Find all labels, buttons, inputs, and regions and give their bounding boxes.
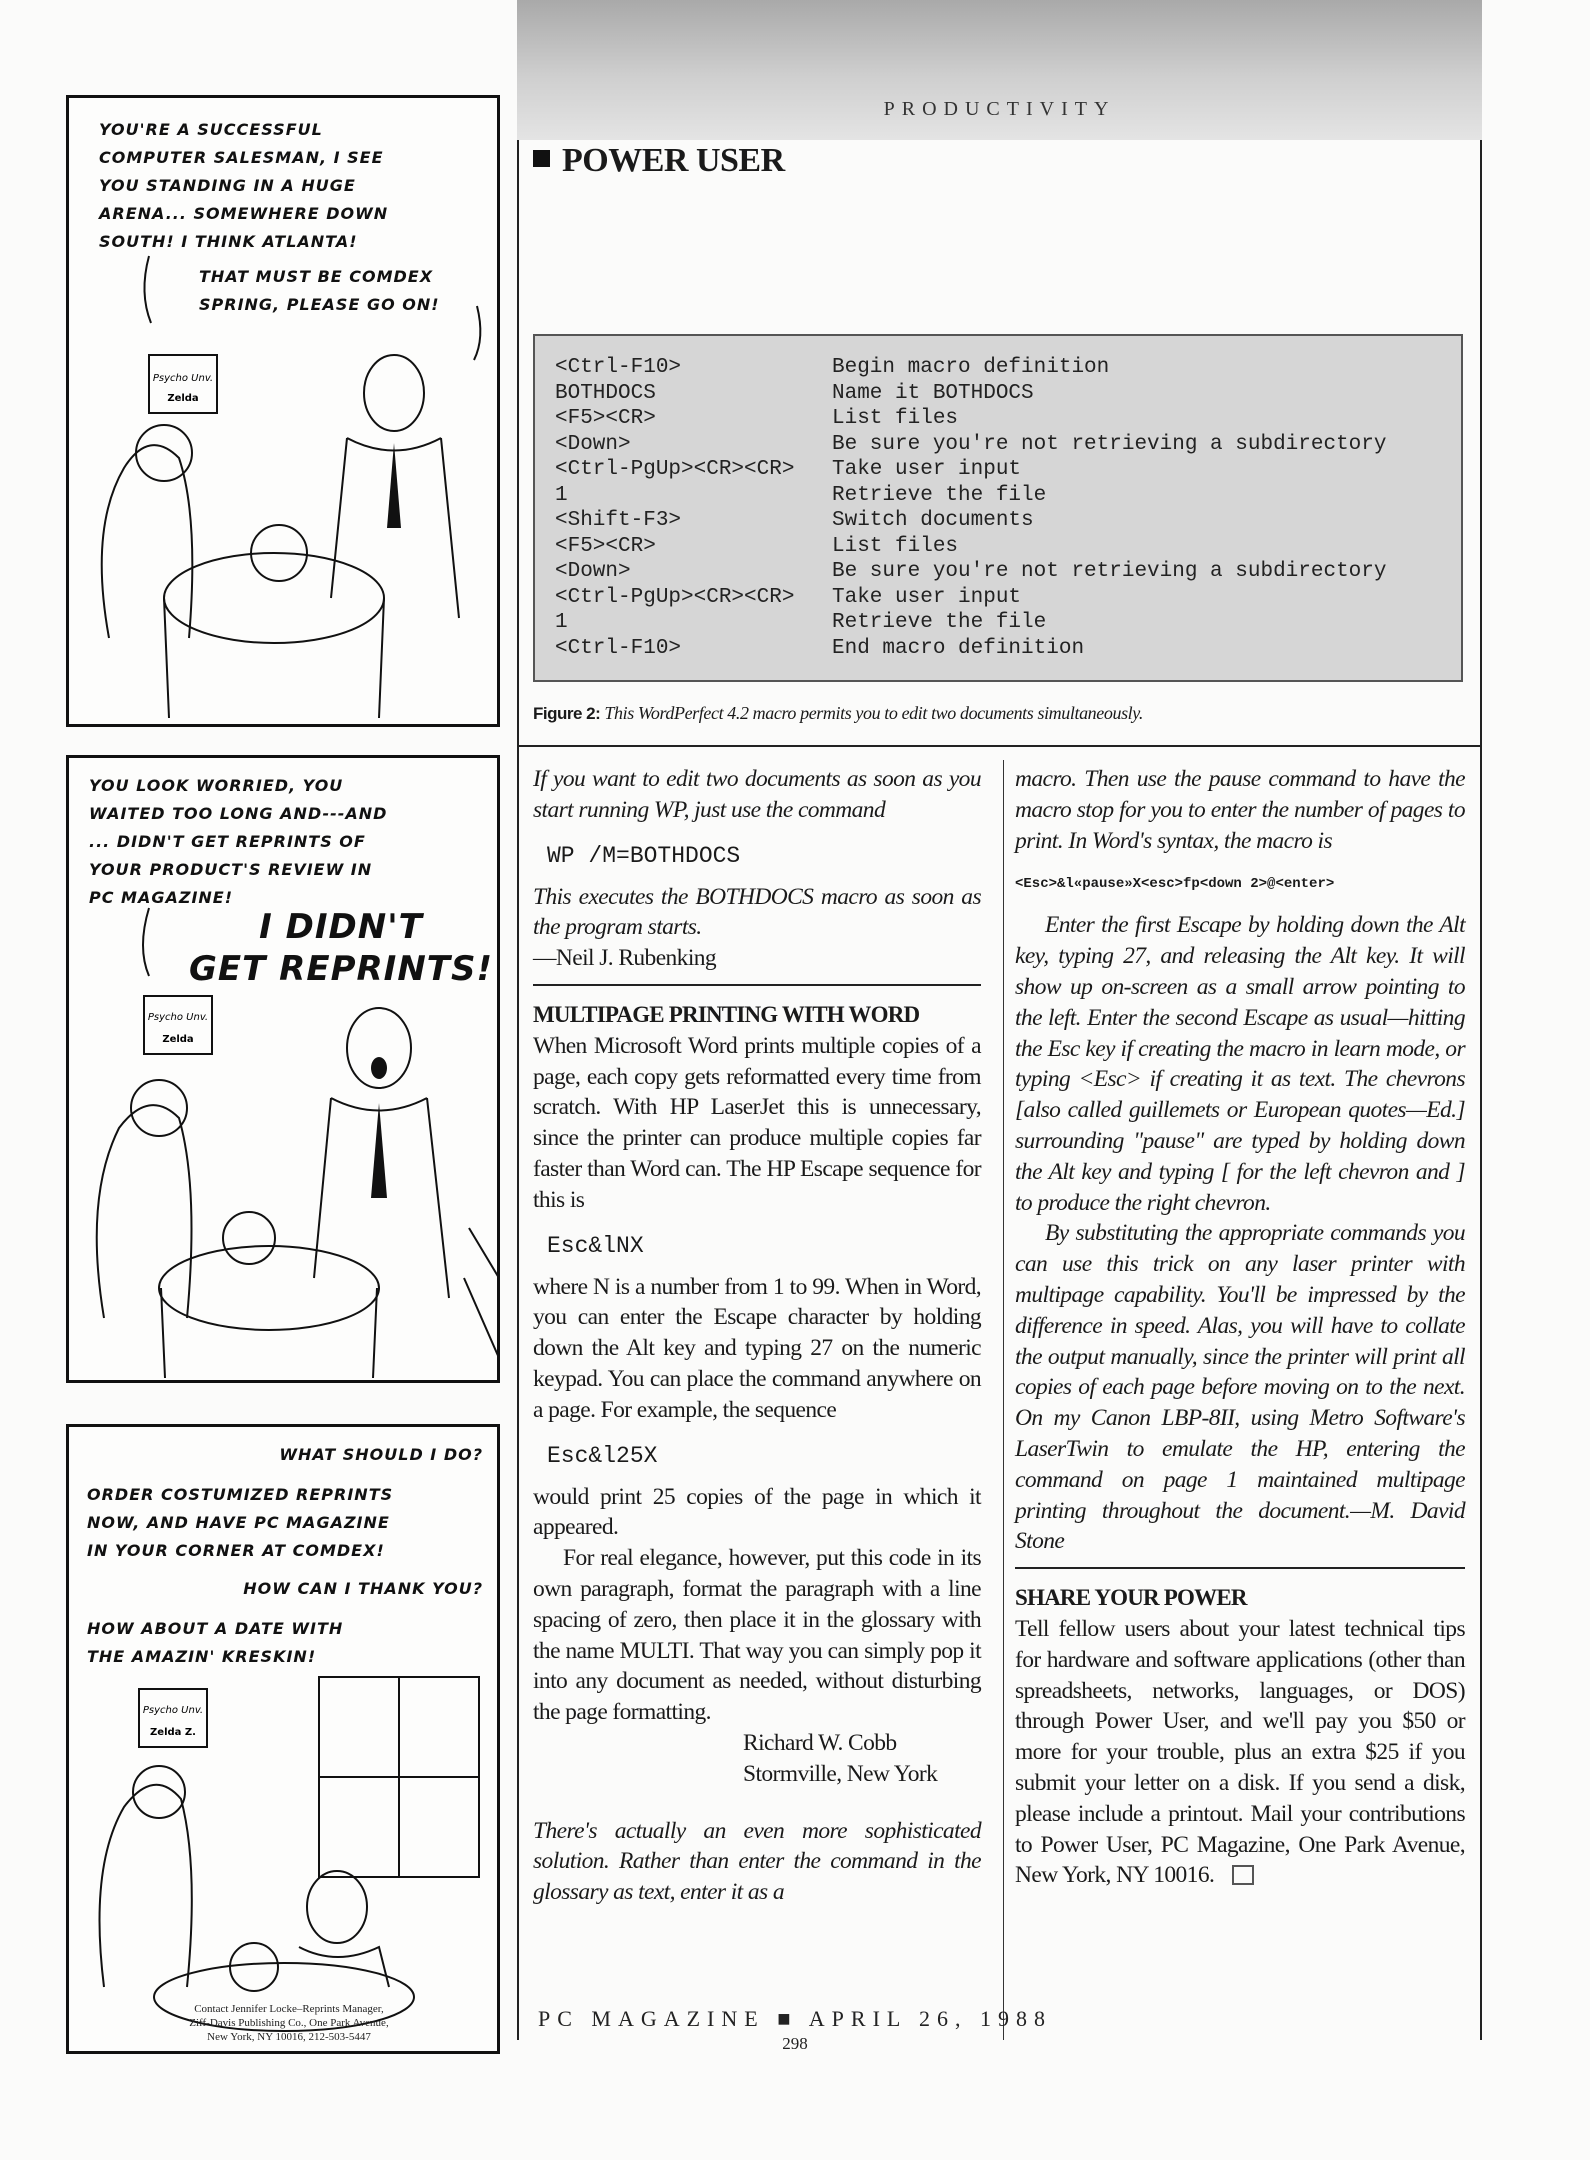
signature: —Neil J. Rubenking bbox=[533, 945, 717, 972]
page-number: 298 bbox=[782, 2034, 808, 2053]
author-name: Richard W. Cobb bbox=[743, 1729, 897, 1756]
macro-row bbox=[555, 611, 1461, 637]
article-column-right bbox=[1015, 764, 1465, 1891]
cartoon-drawing bbox=[69, 98, 500, 727]
code-line: Esc&l25X bbox=[547, 1442, 658, 1469]
section-divider bbox=[1015, 1567, 1465, 1569]
macro-desc: Begin macro definition bbox=[832, 356, 1110, 379]
bubble-line: I DIDN'T bbox=[259, 907, 423, 947]
paragraph-text: Tell fellow users about your latest technical tips for hardware and software applications (other than spreadsheets, networks, languages, or DOS) through Power User, and we'll pay you $50 or more for your trouble, plus an extra $25 if you submit your letter on a disk. If you send a disk, please include a printout. Mail your contributions to Power User, PC Magazine, One Park Avenue, New York, NY 10016. bbox=[1015, 1615, 1465, 1889]
macro-listing-figure bbox=[533, 334, 1463, 682]
bubble-line: ... DIDN'T GET REPRINTS OF bbox=[89, 832, 366, 851]
bubble-line: YOU LOOK WORRIED, YOU bbox=[89, 776, 344, 795]
column-divider bbox=[1003, 760, 1004, 2040]
macro-key: <Down> bbox=[555, 560, 631, 583]
bubble-line: ARENA... SOMEWHERE DOWN bbox=[99, 204, 389, 223]
paragraph: Enter the first Escape by holding down the Alt key, typing 27, and releasing the Alt key. It will show up on-screen as a small arrow pointing to the left. Enter the second Escape as usual—hitting the Esc key if creating the macro in learn mode, or typing <Esc> if creating it as text. The chevrons [also called guillemets or European quotes—Ed.] surrounding "pause" are typed by holding down the Alt key and typing [ for the left chevron and ] to produce the right chevron. bbox=[1015, 912, 1465, 1216]
macro-desc: List files bbox=[832, 534, 959, 558]
sign-text: Zelda bbox=[162, 1034, 194, 1045]
macro-key: <Ctrl-PgUp><CR><CR> bbox=[555, 458, 795, 481]
code-line: Esc&lNX bbox=[547, 1232, 644, 1259]
macro-row bbox=[555, 356, 1461, 382]
page-footer: PC MAGAZINE ■ APRIL 26, 1988 bbox=[537, 2006, 1053, 2031]
macro-key: <Ctrl-F10> bbox=[555, 636, 682, 660]
macro-key: <Down> bbox=[555, 432, 631, 456]
macro-desc: Be sure you're not retrieving a subdirectory bbox=[832, 432, 1387, 456]
macro-key: <F5><CR> bbox=[555, 407, 656, 430]
macro-key: <Ctrl-F10> bbox=[555, 356, 682, 379]
bubble-line: THAT MUST BE COMDEX bbox=[199, 267, 434, 286]
macro-desc: Name it BOTHDOCS bbox=[832, 381, 1034, 405]
cartoon-drawing bbox=[69, 1427, 500, 2054]
frame-rule-right bbox=[1480, 140, 1482, 2040]
macro-row bbox=[555, 433, 1461, 459]
macro-desc: Take user input bbox=[832, 458, 1022, 481]
paragraph: There's actually an even more sophisticated solution. Rather than enter the command in the glossary as text, enter it as a bbox=[533, 1817, 981, 1906]
section-heading: MULTIPAGE PRINTING WITH WORD bbox=[533, 1001, 920, 1027]
bubble-line: YOU STANDING IN A HUGE bbox=[99, 176, 356, 195]
macro-desc: End macro definition bbox=[832, 636, 1085, 660]
macro-desc: Take user input bbox=[832, 585, 1022, 609]
macro-row bbox=[555, 407, 1461, 433]
macro-row bbox=[555, 484, 1461, 510]
figure-caption-text: This WordPerfect 4.2 macro permits you to edit two documents simultaneously. bbox=[604, 703, 1143, 723]
macro-desc: List files bbox=[832, 407, 959, 430]
bubble-line: SOUTH! I THINK ATLANTA! bbox=[99, 232, 358, 251]
macro-key: 1 bbox=[555, 483, 568, 507]
macro-row bbox=[555, 586, 1461, 612]
sign-text: Psycho Unv. bbox=[142, 1705, 204, 1716]
bubble-line: PC MAGAZINE! bbox=[89, 888, 234, 907]
macro-desc: Switch documents bbox=[832, 509, 1034, 532]
bubble-line: WHAT SHOULD I DO? bbox=[279, 1445, 483, 1464]
end-of-article-icon bbox=[1232, 1865, 1254, 1885]
paragraph: macro. Then use the pause command to have the macro stop for you to enter the number of pages to print. In Word's syntax, the macro is bbox=[1015, 766, 1465, 854]
paragraph: This executes the BOTHDOCS macro as soon as the program starts. bbox=[533, 883, 981, 941]
bubble-line: YOUR PRODUCT'S REVIEW IN bbox=[89, 860, 373, 879]
macro-desc: Be sure you're not retrieving a subdirectory bbox=[832, 560, 1387, 583]
column-title bbox=[533, 142, 785, 180]
section-divider bbox=[533, 984, 981, 986]
sign-text: Zelda bbox=[167, 393, 199, 404]
bubble-line: NOW, AND HAVE PC MAGAZINE bbox=[87, 1513, 390, 1532]
section-label: PRODUCTIVITY bbox=[883, 98, 1116, 120]
cartoon-panel-2 bbox=[66, 755, 500, 1383]
bubble-line: HOW CAN I THANK YOU? bbox=[243, 1579, 483, 1598]
article-column-left bbox=[533, 764, 981, 1908]
bullet-square-icon bbox=[533, 150, 550, 167]
cartoon-drawing bbox=[69, 758, 500, 1383]
macro-row bbox=[555, 382, 1461, 408]
paragraph bbox=[1015, 1614, 1465, 1891]
sign-text: Psycho Unv. bbox=[152, 373, 214, 384]
macro-row bbox=[555, 535, 1461, 561]
paragraph: where N is a number from 1 to 99. When in Word, you can enter the Escape character by holding down the Alt key and typing 27 on the numeric keypad. You can place the command anywhere on a page. For example, the sequence bbox=[533, 1273, 981, 1423]
cartoon-panel-3 bbox=[66, 1424, 500, 2054]
macro-key: BOTHDOCS bbox=[555, 381, 656, 405]
macro-row bbox=[555, 560, 1461, 586]
bubble-line: YOU'RE A SUCCESSFUL bbox=[99, 120, 323, 139]
figure-caption bbox=[533, 703, 1463, 724]
macro-key: <Ctrl-PgUp><CR><CR> bbox=[555, 585, 795, 609]
code-line: WP /M=BOTHDOCS bbox=[547, 842, 741, 869]
macro-key: 1 bbox=[555, 611, 568, 634]
credit-line: New York, NY 10016, 212-503-5447 bbox=[207, 2031, 371, 2043]
macro-row bbox=[555, 637, 1461, 663]
bubble-line: SPRING, PLEASE GO ON! bbox=[199, 295, 440, 314]
macro-desc: Retrieve the file bbox=[832, 611, 1047, 634]
bubble-line: THE AMAZIN' KRESKIN! bbox=[87, 1647, 317, 1666]
macro-desc: Retrieve the file bbox=[832, 483, 1047, 507]
column-title-text: POWER USER bbox=[562, 142, 785, 179]
bubble-line: ORDER COSTUMIZED REPRINTS bbox=[87, 1485, 394, 1504]
sign-text: Psycho Unv. bbox=[147, 1012, 209, 1023]
paragraph: If you want to edit two documents as soon as you start running WP, just use the command bbox=[533, 766, 981, 823]
credit-line: Ziff-Davis Publishing Co., One Park Avenue, bbox=[189, 2017, 389, 2029]
sign-text: Zelda Z. bbox=[150, 1727, 196, 1738]
frame-rule-left bbox=[517, 140, 519, 2040]
paragraph: would print 25 copies of the page in which it appeared. bbox=[533, 1483, 981, 1541]
bubble-line: IN YOUR CORNER AT COMDEX! bbox=[87, 1541, 385, 1560]
bubble-line: COMPUTER SALESMAN, I SEE bbox=[99, 148, 384, 167]
macro-row bbox=[555, 458, 1461, 484]
paragraph: When Microsoft Word prints multiple copies of a page, each copy gets reformatted every time from scratch. With HP LaserJet this is unnecessary, since the printer can produce multiple copies far faster than Word can. The HP Escape sequence for this is bbox=[533, 1032, 981, 1213]
cartoon-panel-1 bbox=[66, 95, 500, 727]
paragraph: For real elegance, however, put this code in its own paragraph, format the paragraph with a line spacing of zero, then place it in the glossary with the name MULTI. That way you can simply pop it into any document as needed, without disturbing the page formatting. bbox=[533, 1545, 981, 1726]
bubble-line: GET REPRINTS! bbox=[189, 949, 493, 989]
figure-divider bbox=[517, 745, 1482, 747]
bubble-line: WAITED TOO LONG AND---AND bbox=[89, 804, 388, 823]
paragraph: By substituting the appropriate commands you can use this trick on any laser printer with multipage capability. You'll be impressed by the difference in speed. Alas, you will have to collate the output manually, since the printer will print all copies of each page before moving on to the next. On my Canon LBP-8II, using Metro Software's LaserTwin to emulate the HP, entering the command on page 1 maintained multipage printing throughout the document.—M. David Stone bbox=[1015, 1220, 1465, 1555]
bubble-line: HOW ABOUT A DATE WITH bbox=[87, 1619, 344, 1638]
spacer bbox=[533, 1790, 981, 1816]
author-location: Stormville, New York bbox=[743, 1760, 938, 1787]
macro-key: <F5><CR> bbox=[555, 534, 656, 558]
code-line: <Esc>&l«pause»X<esc>fp<down 2>@<enter> bbox=[1015, 876, 1335, 893]
macro-key: <Shift-F3> bbox=[555, 509, 682, 532]
credit-line: Contact Jennifer Locke–Reprints Manager, bbox=[194, 2003, 384, 2015]
figure-caption-label: Figure 2: bbox=[533, 704, 601, 723]
section-heading: SHARE YOUR POWER bbox=[1015, 1585, 1247, 1611]
macro-row bbox=[555, 509, 1461, 535]
